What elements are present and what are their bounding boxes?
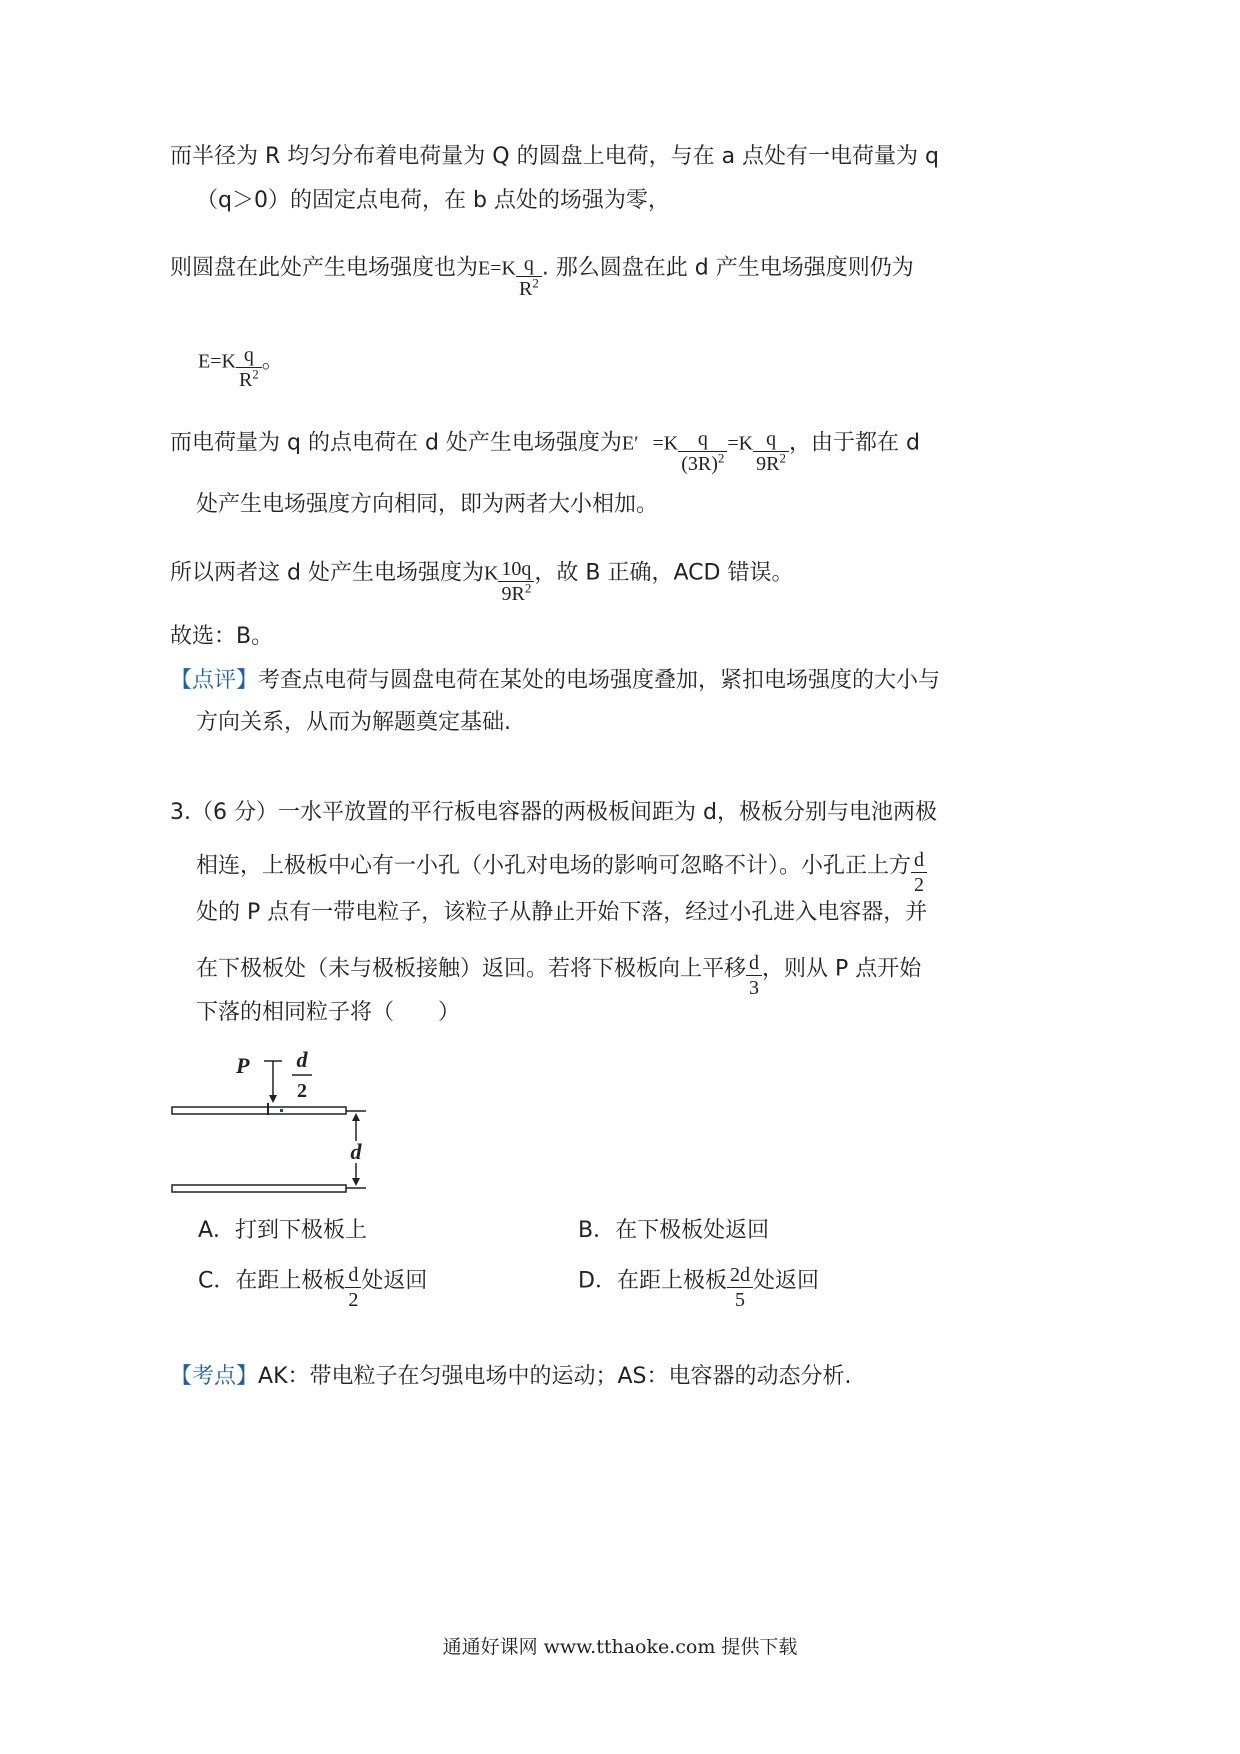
- comment-tag: 【点评】: [170, 668, 259, 693]
- fraction-denominator: 5: [734, 1289, 745, 1311]
- question-line-1: 3.（6 分）一水平放置的平行板电容器的两极板间距为 d，极板分别与电池两极: [170, 800, 937, 825]
- comment-line: [170, 666, 940, 696]
- fraction-10q-over-9r2: [498, 558, 534, 605]
- fraction-d-over-2-option: [345, 1264, 361, 1311]
- formula-e-k-2: E=K: [198, 350, 236, 373]
- exponent: 2: [717, 450, 725, 466]
- capacitor-diagram: [170, 1045, 380, 1205]
- option-d: [578, 1258, 819, 1311]
- formula-eq-k-2: =K: [727, 432, 754, 455]
- arrow-up-icon: [352, 1113, 360, 1121]
- fraction-denominator: 9R: [756, 453, 780, 475]
- option-a: A．打到下极板上: [198, 1218, 368, 1243]
- fraction-q-over-9r2: [753, 428, 789, 475]
- text-line-3-pre: 则圆盘在此处产生电场强度也为: [170, 255, 479, 281]
- text-line-5-pre: 而电荷量为 q 的点电荷在 d 处产生电场强度为: [170, 430, 622, 456]
- page-footer: 通通好课网 www.tthaoke.com 提供下载: [442, 1636, 798, 1658]
- fraction-denominator: 2: [348, 1289, 359, 1311]
- upper-plate: [172, 1107, 346, 1114]
- text-line-7-pre: 所以两者这 d 处产生电场强度为: [170, 560, 484, 586]
- fraction-q-over-r2-2: [236, 344, 262, 391]
- fraction-numerator: 10q: [501, 558, 532, 580]
- answer-line: 故选：B。: [170, 624, 274, 649]
- question-line-5: 下落的相同粒子将（ ）: [196, 1000, 461, 1025]
- comment-line-2: 方向关系，从而为解题奠定基础.: [196, 710, 511, 735]
- formula-eq-k: =K: [652, 432, 679, 455]
- formula-e-k: E=K: [478, 257, 516, 280]
- question-line-4-post: ，则从 P 点开始: [762, 956, 922, 982]
- option-b: B．在下极板处返回: [578, 1218, 770, 1243]
- text-line-2: （q＞0）的固定点电荷，在 b 点处的场强为零，: [196, 188, 670, 213]
- text-line-1: 而半径为 R 均匀分布着电荷量为 Q 的圆盘上电荷，与在 a 点处有一电荷量为 q: [170, 144, 940, 169]
- fraction-denominator: 3: [749, 977, 760, 999]
- fraction-d-over-3: [746, 952, 762, 999]
- option-c: [198, 1258, 428, 1311]
- question-line-3: 处的 P 点有一带电粒子，该粒子从静止开始下落，经过小孔进入电容器，并: [196, 900, 928, 925]
- fraction-q-over-3r2: [678, 428, 727, 475]
- d-label: d: [350, 1139, 362, 1164]
- exponent: 2: [524, 580, 532, 596]
- fraction-numerator: d: [348, 1264, 359, 1286]
- fraction-denominator: 2: [914, 874, 925, 896]
- option-d-post: 处返回: [752, 1268, 819, 1294]
- fraction-numerator: q: [243, 344, 254, 366]
- fraction-numerator: d: [914, 849, 925, 871]
- text-line-6: 处产生电场强度方向相同，即为两者大小相加。: [196, 492, 659, 517]
- fraction-denominator: 9R: [501, 583, 525, 605]
- comment-text: 考查点电荷与圆盘电荷在某处的电场强度叠加，紧扣电场强度的大小与: [258, 668, 941, 693]
- fraction-denominator: R: [238, 369, 253, 391]
- fraction-2d-over-5: [727, 1264, 753, 1311]
- fraction-numerator: q: [697, 428, 708, 450]
- option-c-post: 处返回: [361, 1268, 428, 1294]
- lower-plate: [172, 1185, 346, 1192]
- exponent: 2: [252, 366, 259, 382]
- fraction-numerator: q: [766, 428, 777, 450]
- point-p-label: P: [236, 1053, 250, 1078]
- text-line-3: [170, 245, 914, 300]
- question-line-4-pre: 在下极板处（未与极板接触）返回。若将下极板向上平移: [196, 956, 747, 982]
- fraction-numerator: 2d: [729, 1264, 750, 1286]
- hole-marker: [280, 1109, 283, 1112]
- arrow-down-icon: [269, 1095, 277, 1103]
- formula-e-prime: E′: [621, 432, 639, 455]
- text-line-7: [170, 550, 794, 605]
- text-line-5-post: ，由于都在 d: [788, 430, 920, 456]
- exponent: 2: [532, 275, 539, 291]
- text-line-3-post: . 那么圆盘在此 d 产生电场强度则仍为: [541, 255, 914, 281]
- fraction-d-over-2: [911, 849, 927, 896]
- fraction-numerator: d: [749, 952, 760, 974]
- question-line-2-pre: 相连，上极板中心有一小孔（小孔对电场的影响可忽略不计）。小孔正上方: [196, 853, 912, 879]
- text-line-5: [170, 420, 920, 475]
- knowledge-point-text: AK：带电粒子在匀强电场中的运动；AS：电容器的动态分析.: [258, 1364, 852, 1389]
- formula-k: K: [483, 562, 499, 585]
- fraction-denominator: R: [518, 278, 533, 300]
- text-line-7-post: ，故 B 正确，ACD 错误。: [534, 560, 794, 586]
- knowledge-point-line: [170, 1362, 852, 1392]
- option-d-pre: D．在距上极板: [578, 1268, 727, 1294]
- half-d-denominator: 2: [297, 1080, 307, 1102]
- exponent: 2: [779, 450, 786, 466]
- question-line-2: [196, 843, 927, 896]
- option-c-pre: C．在距上极板: [198, 1268, 346, 1294]
- text-line-4: [198, 338, 284, 391]
- arrow-down-icon: [352, 1178, 360, 1186]
- text-line-4-post: 。: [261, 348, 284, 374]
- fraction-numerator: q: [523, 253, 534, 275]
- knowledge-point-tag: 【考点】: [170, 1364, 259, 1389]
- fraction-denominator: (3R): [681, 453, 718, 475]
- half-d-numerator: d: [296, 1047, 308, 1072]
- fraction-q-over-r2: [516, 253, 542, 300]
- question-line-4: [196, 946, 922, 999]
